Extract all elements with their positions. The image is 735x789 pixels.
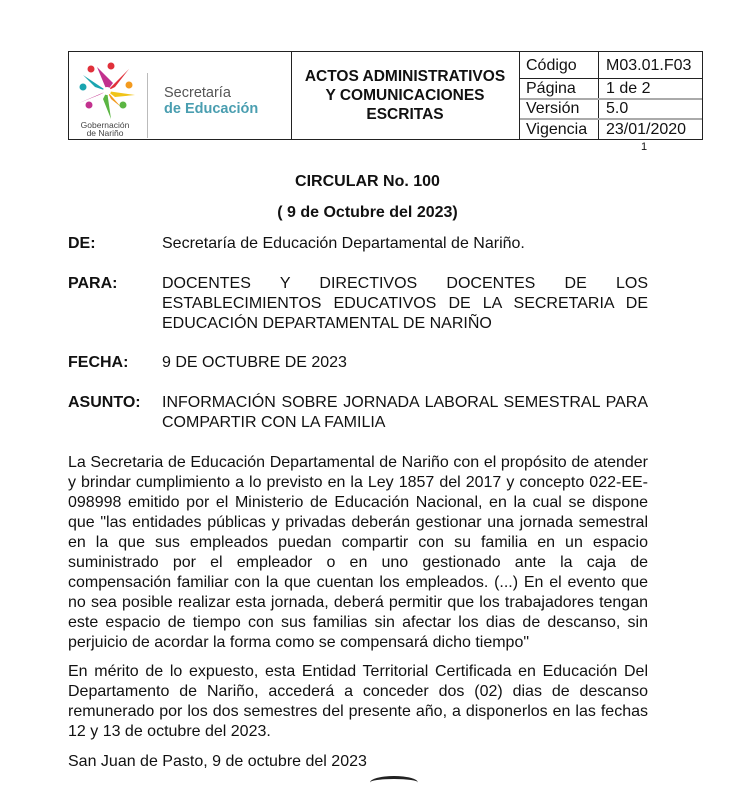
page-number: 1: [641, 141, 648, 153]
gobernacion-label: [73, 121, 137, 137]
meta-label: Vigencia: [520, 120, 599, 139]
gobernacion-star-logo-icon: [75, 61, 139, 121]
title-line: ACTOS ADMINISTRATIVOS: [304, 68, 506, 85]
document-type-title: [291, 52, 520, 139]
document-meta: [520, 52, 702, 139]
body-paragraph-2: En mérito de lo expuesto, esta Entidad Territorial Certificada en Educación Del Departamento de Nariño, accederá a conceder dos (02) dias de descanso remunerado por los dos semestres del presente año, a disponerlos en las fechas 12 y 13 de octubre del 2023.: [68, 663, 648, 740]
circular-date: ( 9 de Octubre del 2023): [277, 204, 458, 221]
meta-label: Página: [520, 79, 599, 98]
meta-row-codigo: [520, 52, 702, 79]
org-line2: de Nariño: [86, 128, 124, 138]
field-label: DE:: [68, 235, 96, 252]
title-line: ESCRITAS: [366, 106, 444, 123]
field-label: PARA:: [68, 275, 118, 292]
logo-divider: [147, 73, 148, 138]
meta-label: Código: [520, 52, 599, 78]
meta-row-vigencia: [520, 120, 702, 139]
meta-value: 23/01/2020: [606, 121, 687, 138]
title-line: Y COMUNICACIONES: [325, 87, 485, 104]
meta-label: Versión: [520, 100, 599, 118]
place-date: San Juan de Pasto, 9 de octubre del 2023: [68, 753, 367, 770]
meta-value: 5.0: [606, 100, 629, 117]
document-header-table: [68, 51, 703, 140]
field-value: Secretaría de Educación Departamental de Nariño.: [162, 235, 525, 252]
circular-title: CIRCULAR No. 100: [295, 173, 440, 190]
field-value: DOCENTES Y DIRECTIVOS DOCENTES DE LOS ESTABLECIMIENTOS EDUCATIVOS DE LA SECRETARIA DE EDUCACIÓN DEPARTAMENTAL DE NARIÑO: [162, 275, 648, 332]
field-value: INFORMACIÓN SOBRE JORNADA LABORAL SEMESTRAL PARA COMPARTIR CON LA FAMILIA: [162, 394, 648, 431]
field-label: FECHA:: [68, 354, 129, 371]
meta-row-version: [520, 100, 702, 120]
body-paragraph-1: La Secretaria de Educación Departamental de Nariño con el propósito de atender y brindar cumplimiento a lo previsto en la Ley 1857 del 2017 y concepto 022-EE-098998 emitido por el Ministerio de Educación Nacional, en la cual se dispone que "las entidades públicas y privadas deberán gestionar una jornada semestral en la que sus empleados puedan compartir con su familia en un espacio suministrado por el empleador o en uno gestionado ante la caja de compensación familiar con la que cuentan los empleados. (...) En el evento que no sea posible realizar esta jornada, deberá permitir que los trabajadores tengan este espacio de tiempo con sus familias sin afectar los dias de descanso, sin perjuicio de acordar la forma como se compensará dicho tiempo": [68, 454, 648, 651]
secretaria-line1: Secretaría: [164, 85, 231, 101]
meta-value: 1 de 2: [606, 80, 651, 97]
field-label: ASUNTO:: [68, 394, 141, 411]
signature-mark: [370, 776, 418, 789]
meta-value: M03.01.F03: [606, 57, 692, 74]
org-line1: Gobernación: [80, 120, 130, 130]
secretaria-line2: de Educación: [164, 101, 259, 117]
field-value: 9 DE OCTUBRE DE 2023: [162, 354, 347, 371]
logo-cell: [69, 52, 292, 139]
meta-row-pagina: [520, 79, 702, 100]
